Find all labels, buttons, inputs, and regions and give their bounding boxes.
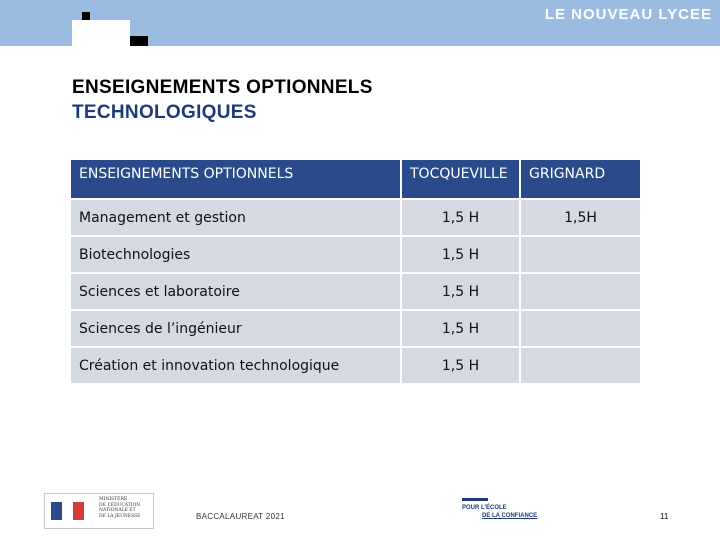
table-row — [71, 311, 640, 346]
corner-logo-icon — [72, 8, 148, 46]
column-header-tocqueville: TOCQUEVILLE — [402, 160, 519, 198]
table-row — [71, 200, 640, 235]
ministry-logo — [44, 493, 154, 529]
grignard-hours — [521, 311, 640, 346]
tocqueville-hours: 1,5 H — [402, 274, 519, 309]
table-row — [71, 348, 640, 383]
footer-bac-text: BACCALAUREAT 2021 — [196, 512, 285, 521]
table-row — [71, 237, 640, 272]
slide-heading-line1: ENSEIGNEMENTS OPTIONNELS — [72, 77, 373, 98]
tocqueville-hours: 1,5 H — [402, 200, 519, 235]
ministry-name: MINISTÈRE DE L’ÉDUCATION NATIONALE ET DE LA JEUNESSE — [99, 497, 141, 519]
french-flag-icon — [51, 502, 85, 520]
options-table — [69, 158, 642, 385]
grignard-hours — [521, 237, 640, 272]
presentation-title: LE NOUVEAU LYCEE — [544, 6, 712, 23]
grignard-hours: 1,5H — [521, 200, 640, 235]
column-header-options: ENSEIGNEMENTS OPTIONNELS — [71, 160, 400, 198]
option-name: Création et innovation technologique — [71, 348, 400, 383]
column-header-grignard: GRIGNARD — [521, 160, 640, 198]
grignard-hours — [521, 274, 640, 309]
page-number: 11 — [660, 512, 669, 521]
table-header-row — [71, 160, 640, 198]
option-name: Sciences de l’ingénieur — [71, 311, 400, 346]
slide-heading-line2: TECHNOLOGIQUES — [72, 102, 257, 123]
table-row — [71, 274, 640, 309]
option-name: Sciences et laboratoire — [71, 274, 400, 309]
tocqueville-hours: 1,5 H — [402, 311, 519, 346]
ecole-confiance-logo: POUR L’ÉCOLE DE LA CONFIANCE — [462, 498, 552, 526]
option-name: Biotechnologies — [71, 237, 400, 272]
tocqueville-hours: 1,5 H — [402, 237, 519, 272]
tocqueville-hours: 1,5 H — [402, 348, 519, 383]
grignard-hours — [521, 348, 640, 383]
option-name: Management et gestion — [71, 200, 400, 235]
